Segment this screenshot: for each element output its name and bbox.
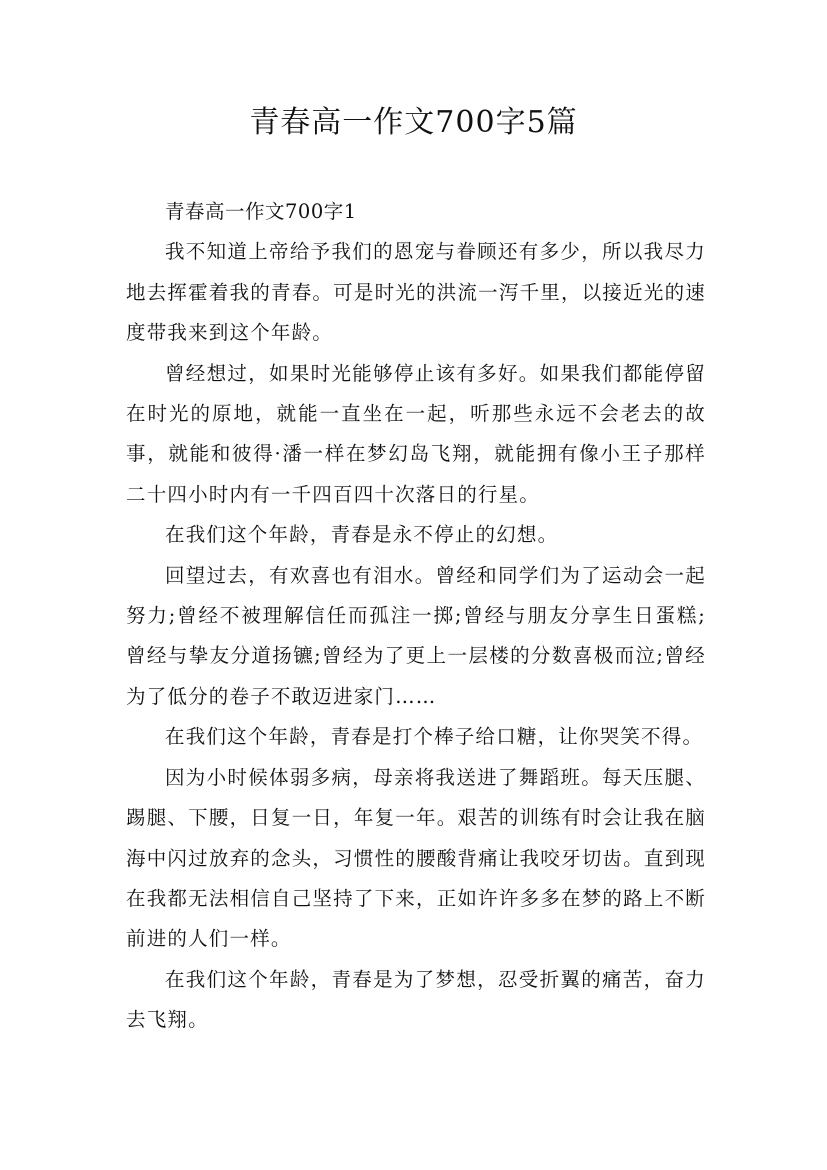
paragraph-6: 因为小时候体弱多病，母亲将我送进了舞蹈班。每天压腿、踢腿、下腰，日复一日，年复一年。艰苦的训练有时会让我在脑海中闪过放弃的念头，习惯性的腰酸背痛让我咬牙切齿。直到现在我都无法相信自己坚持了下来，正如许许多多在梦的路上不断前进的人们一样。 bbox=[126, 765, 706, 951]
document-body bbox=[126, 192, 706, 1041]
paragraph-1: 我不知道上帝给予我们的恩宠与眷顾还有多少，所以我尽力地去挥霍着我的青春。可是时光的洪流一泻千里，以接近光的速度带我来到这个年龄。 bbox=[126, 240, 706, 345]
document-title: 青春高一作文700字5篇 bbox=[249, 105, 578, 140]
section-heading: 青春高一作文700字1 bbox=[165, 200, 357, 223]
paragraph-3: 在我们这个年龄，青春是永不停止的幻想。 bbox=[165, 523, 559, 547]
paragraph-2: 曾经想过，如果时光能够停止该有多好。如果我们都能停留在时光的原地，就能一直坐在一起，听那些永远不会老去的故事，就能和彼得·潘一样在梦幻岛飞翔，就能拥有像小王子那样二十四小时内有一千四百四十次落日的行星。 bbox=[126, 361, 706, 506]
paragraph-7: 在我们这个年龄，青春是为了梦想，忍受折翼的痛苦，奋力去飞翔。 bbox=[126, 967, 706, 1032]
paragraph-4: 回望过去，有欢喜也有泪水。曾经和同学们为了运动会一起努力;曾经不被理解信任而孤注一掷;曾经与朋友分享生日蛋糕;曾经与挚友分道扬镳;曾经为了更上一层楼的分数喜极而泣;曾经为了低分的卷子不敢迈进家门…… bbox=[126, 563, 706, 708]
paragraph-5: 在我们这个年龄，青春是打个棒子给口糖，让你哭笑不得。 bbox=[165, 725, 704, 749]
